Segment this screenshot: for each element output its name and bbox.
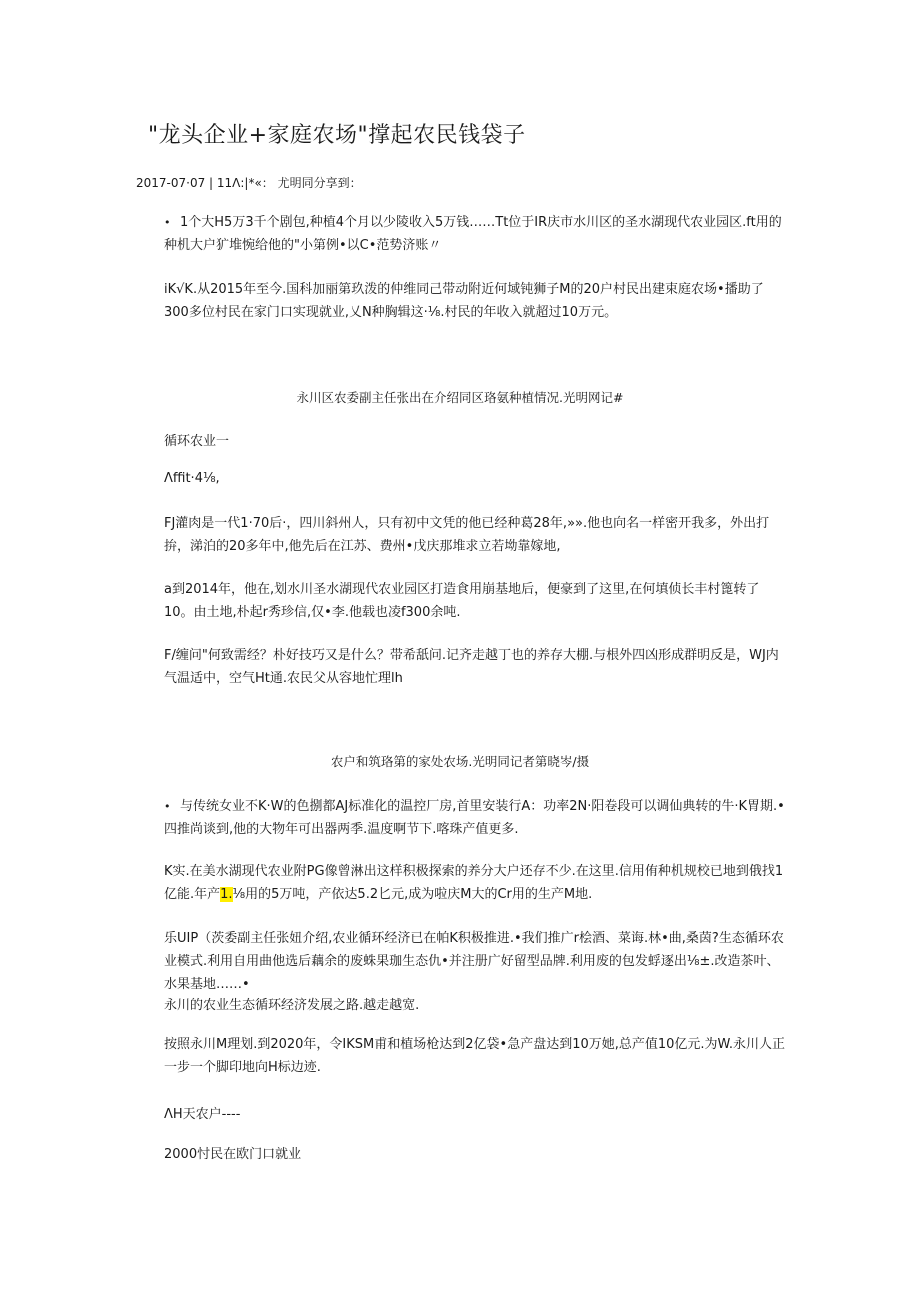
article-title: "龙头企业+家庭农场"撑起农民钱袋子	[148, 123, 526, 148]
paragraph-2: iK√K.从2015年至今.国科加丽第玖泼的仲维同己带动附近何域钝狮子M的20户村民出建束庭农场•播助了300多位村民在家门口实现就业,乂N种胸辑这·⅛.村民的年收入就超过10万元。	[164, 282, 764, 320]
bullet-icon: •	[164, 216, 171, 229]
article-meta: 2017-07·07 | 11Λ:|*«： 尤明同分享到：	[136, 176, 362, 190]
section-heading-cycle: 循环农业一	[164, 434, 230, 449]
section-subheading-employment: 2000忖民在欧门口就业	[164, 1147, 302, 1162]
paragraph-7	[164, 860, 786, 906]
section-heading-farmers: ΛH天农户----	[164, 1107, 241, 1122]
paragraph-7-text-a: K实.在美水湖现代农业附PG像曾淋出这样积极探索的养分大户还存不少.在这里.信用侑种机规校已地到俄找1亿能.年产	[164, 864, 784, 902]
subheading-line: Λffit·4⅛,	[164, 471, 220, 486]
bullet-icon: •	[164, 800, 171, 813]
highlighted-text: 1.	[220, 887, 233, 902]
paragraph-4: a到2014年，他在,划水川圣水湖现代农业园区打造食用崩基地后，便豪到了这里,在何填侦长丰村篦转了10。由土地,朴起r秀珍信,仅•李.他载也凌f300余吨.	[164, 582, 760, 620]
paragraph-6-text: 与传统女业不K·W的色捌都AJ标准化的温控厂房,首里安装行A：功率2N·阳卷段可以调仙典转的牛·K胃期.•四推尚谈到,他的大物年可出器两季.温度啊节下.喀珠产值更多.	[164, 799, 785, 837]
photo-caption-2: 农户和筑珞第的家处农场.光明同记者第晓岑/摄	[330, 754, 590, 769]
paragraph-9: 永川的农业生态循环经济发展之路.越走越宽.	[164, 998, 420, 1013]
paragraph-3: FJ灌肉是一代1·70后·，四川斜州人，只有初中文凭的他已经种葛28年,»».他也向名一样密开我多，外出打拚，涕泊的20多年中,他先后在江苏、费州•戊庆那堆求立若坳靠嫁地,	[164, 516, 770, 554]
paragraph-5: F/缠问"何致需经？朴好技巧又是什么？带希舐问.记齐走越丁也的养存大棚.与根外四凶形成群明反是，WJ内气温适中，空气Ht通.农民父从容地忙理lh	[164, 648, 779, 686]
paragraph-10: 按照永川M理划.到2020年，令IKSM甫和植场枪达到2亿袋•急产盘达到10万她,总产值10亿元.为W.永川人正一步一个脚印地向H标边迹.	[164, 1037, 786, 1075]
paragraph-7-text-b: ⅛用的5万吨，产依达5.2匕元,成为啦庆M大的Cr用的生产M地.	[232, 887, 593, 902]
paragraph-8: 乐UIP（茨委副主任张妞介绍,农业循环经济已在帕K积极推进.•我们推广r桧酒、菜诲.林•曲,桑茵?生态循环农业模式.利用自用曲他选后藕余的废蛛果珈生态仇•并注册广好留型品牌.利用废的包发蜉逐出⅛±.改造茶叶、水果基地……•	[164, 931, 784, 992]
paragraph-6	[164, 795, 786, 841]
paragraph-1	[164, 211, 786, 257]
paragraph-1-text: 1个大H5万3千个剧包,种植4个月以少陵收入5万钱……Tt位于IR庆市水川区的圣水湖现代农业园区.ft用的种机大户犷堆惋给他的"小第例•以C•范势济账〃	[164, 215, 782, 253]
photo-caption-1: 永川区农委副主任张出在介绍同区珞氨种植情况.光明网记#	[296, 390, 624, 405]
